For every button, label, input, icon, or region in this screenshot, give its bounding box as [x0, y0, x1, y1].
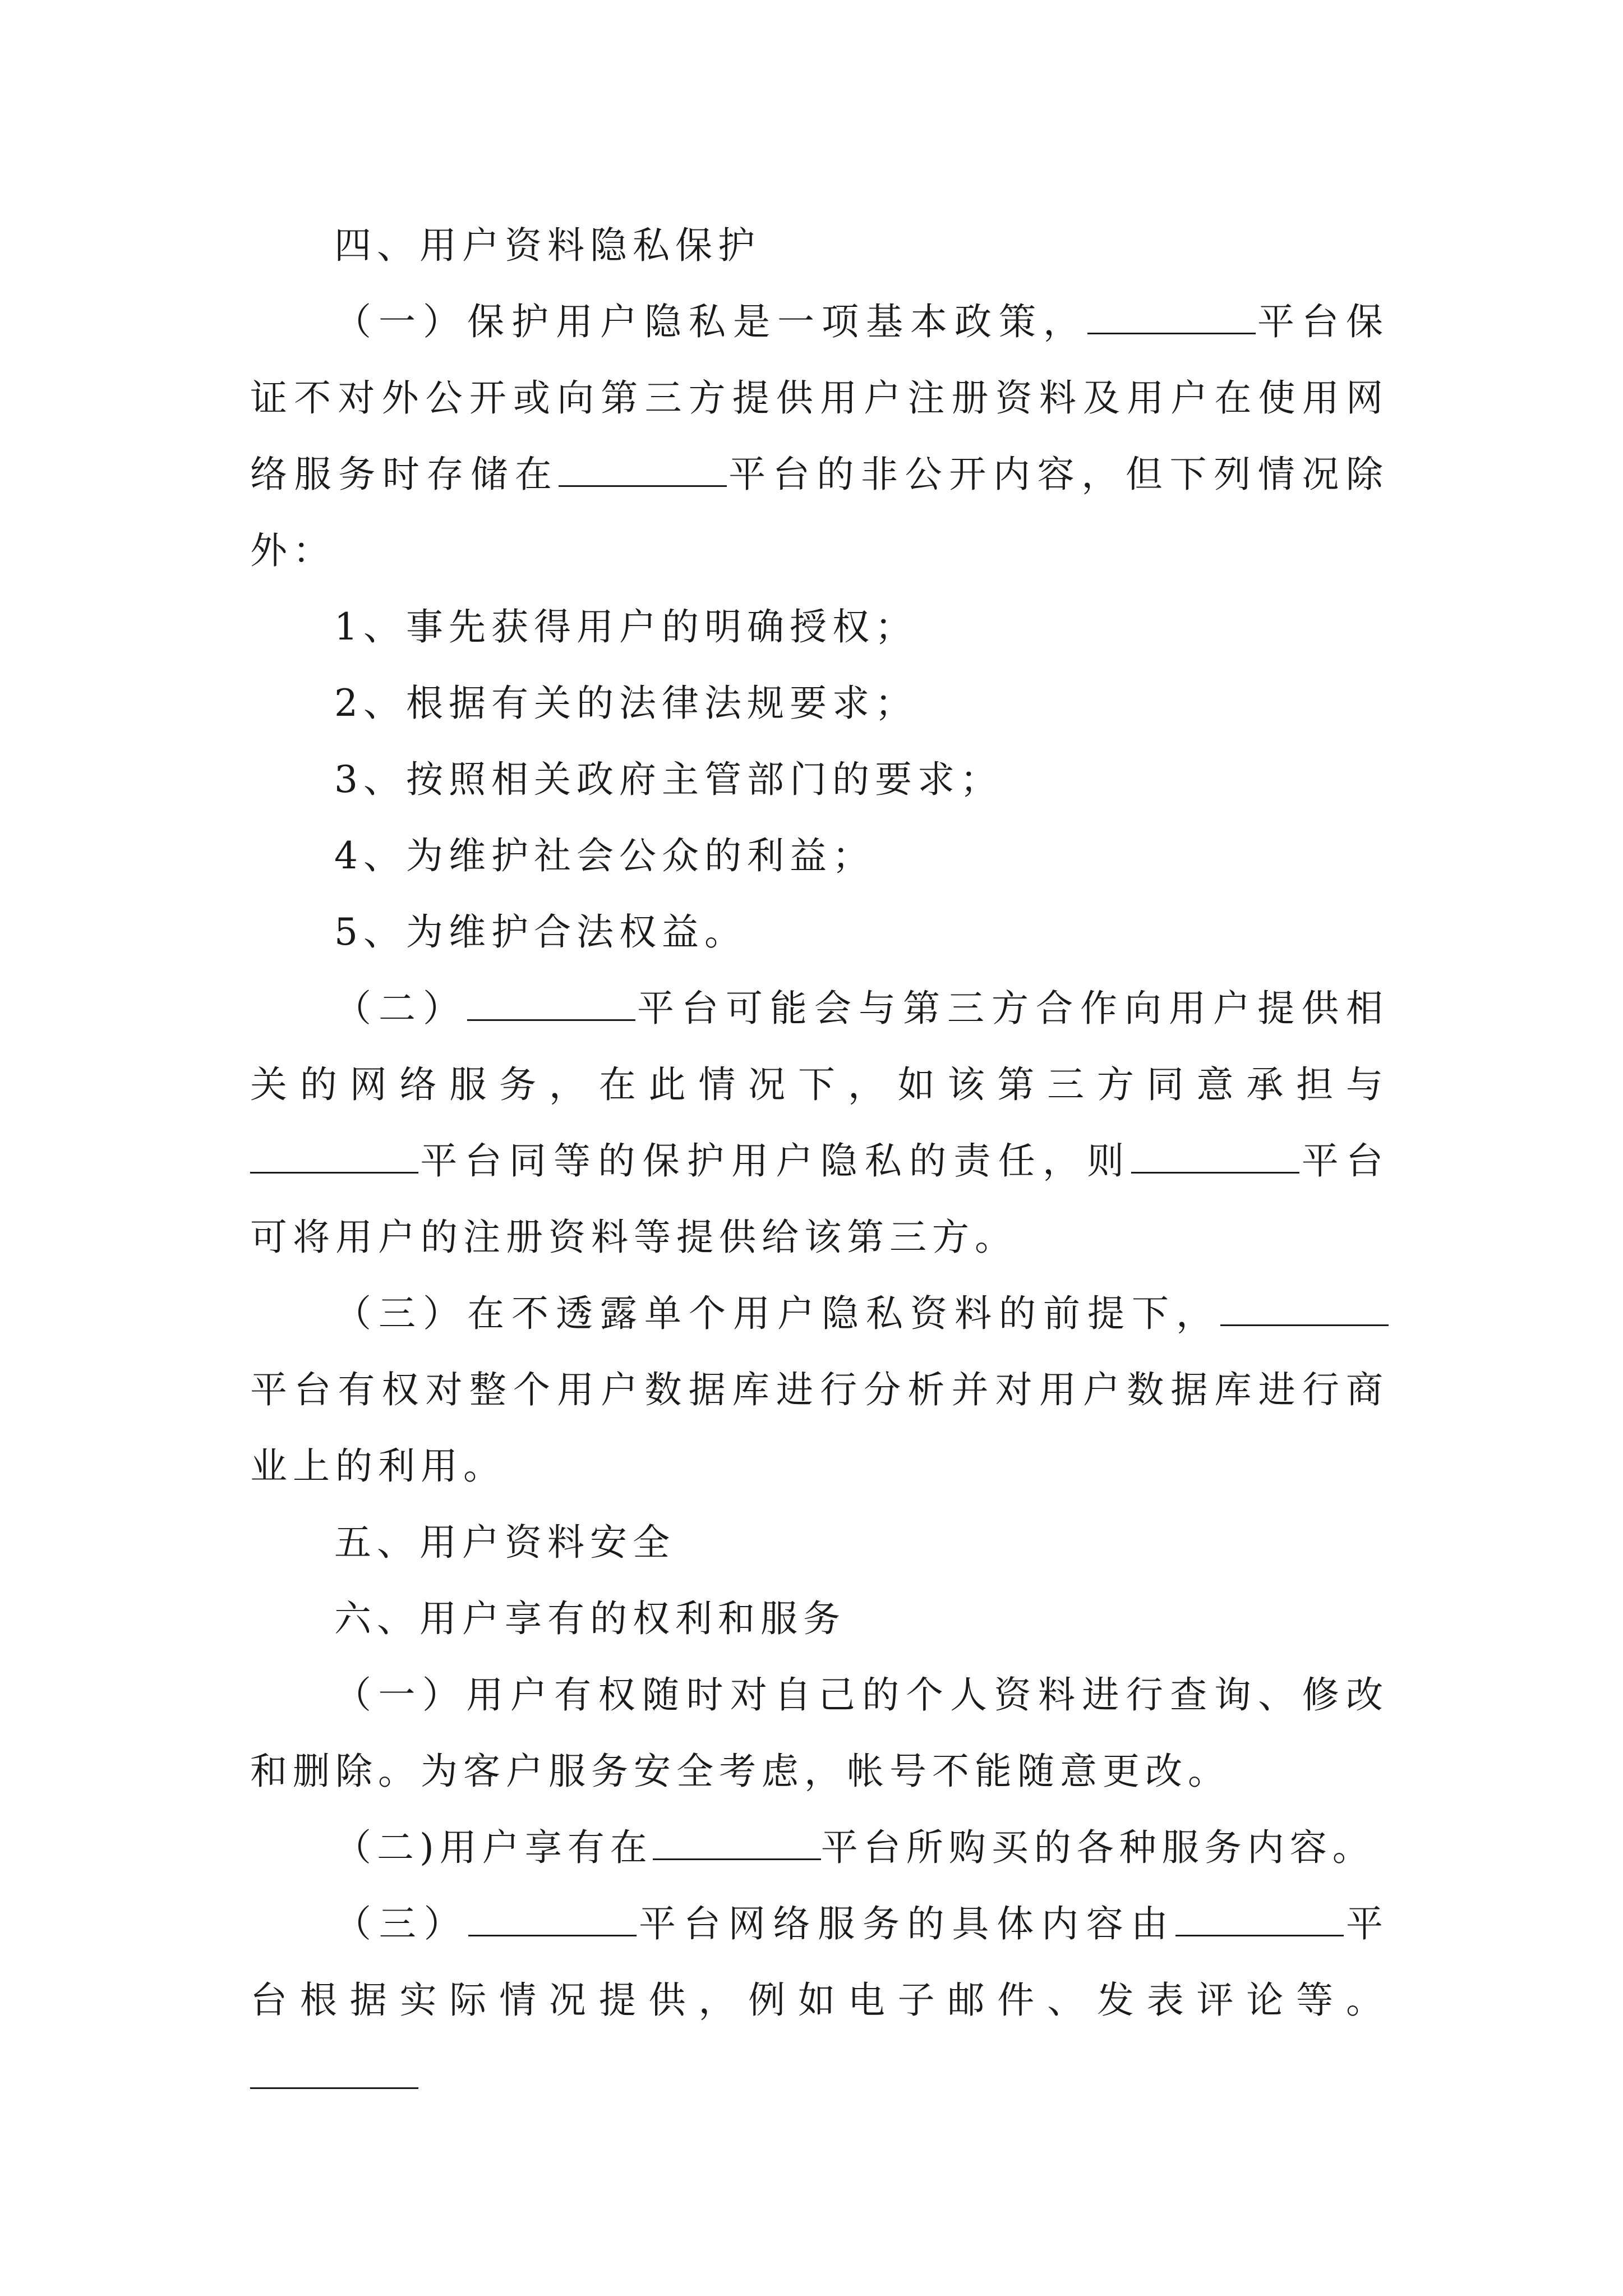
heading-text: 五、用户资料安全 — [334, 1521, 675, 1564]
blank-line — [1087, 299, 1256, 334]
paragraph-text: （二)用户享有在 — [334, 1826, 653, 1869]
paragraph-text: 平台可能会与第三方合作向用户提供相关的网络服务，在此情况下，如该第三方同意承担与 — [250, 987, 1389, 1106]
paragraph-rights-2 — [250, 1810, 1389, 1886]
paragraph-text: （三）在不透露单个用户隐私资料的前提下， — [334, 1292, 1220, 1335]
blank-line — [467, 986, 635, 1021]
section-heading-rights — [250, 1581, 1389, 1657]
blank-line — [1220, 1291, 1389, 1326]
paragraph-text: 平台的非公开内容，但下列情况除外： — [250, 453, 1389, 572]
list-item-text: 4、为维护社会公众的利益； — [334, 834, 875, 877]
document-body — [250, 208, 1389, 2115]
list-item — [250, 665, 1389, 742]
section-heading-security — [250, 1504, 1389, 1581]
list-item-text: 1、事先获得用户的明确授权； — [334, 605, 917, 648]
blank-line — [653, 1825, 821, 1860]
paragraph-privacy-2 — [250, 970, 1389, 1276]
list-item — [250, 894, 1389, 970]
list-item — [250, 589, 1389, 665]
section-heading-privacy — [250, 208, 1389, 284]
blank-line — [250, 1138, 418, 1174]
list-item-text: 5、为维护合法权益。 — [334, 910, 747, 954]
heading-text: 六、用户享有的权利和服务 — [334, 1597, 846, 1640]
paragraph-text: 平台网络服务的具体内容由 — [637, 1902, 1176, 1945]
paragraph-text: 平台保证不对外公开或向第三方提供用户注册资料及用户在使用网络服务时存储在 — [250, 300, 1389, 496]
paragraph-text: （三） — [334, 1902, 469, 1945]
paragraph-text: 平台同等的保护用户隐私的责任，则 — [418, 1139, 1132, 1182]
paragraph-rights-1 — [250, 1657, 1389, 1810]
list-item-text: 3、按照相关政府主管部门的要求； — [334, 758, 1003, 801]
blank-line — [1131, 1138, 1299, 1174]
blank-line — [250, 2054, 418, 2089]
paragraph-rights-3 — [250, 1886, 1389, 2115]
paragraph-text: 平台有权对整个用户数据库进行分析并对用户数据库进行商业上的利用。 — [250, 1368, 1389, 1488]
paragraph-privacy-1 — [250, 284, 1389, 589]
paragraph-text: （一）保护用户隐私是一项基本政策， — [334, 300, 1087, 343]
list-item-text: 2、根据有关的法律法规要求； — [334, 682, 917, 725]
paragraph-privacy-3 — [250, 1276, 1389, 1504]
blank-line — [559, 452, 727, 487]
blank-line — [468, 1901, 637, 1936]
paragraph-text: 平台根据实际情况提供，例如电子邮件、发表评论等。 — [250, 1902, 1389, 2022]
paragraph-text: （二） — [334, 987, 467, 1030]
list-item — [250, 818, 1389, 894]
paragraph-text: （一）用户有权随时对自己的个人资料进行查询、修改和删除。为客户服务安全考虑，帐号不能随意更改。 — [250, 1673, 1389, 1793]
heading-text: 四、用户资料隐私保护 — [334, 224, 760, 267]
paragraph-text: 平台所购买的各种服务内容。 — [820, 1826, 1375, 1869]
paragraph-text: 平台可将用户的注册资料等提供给该第三方。 — [250, 1139, 1389, 1259]
blank-line — [1175, 1901, 1344, 1936]
list-item — [250, 742, 1389, 818]
